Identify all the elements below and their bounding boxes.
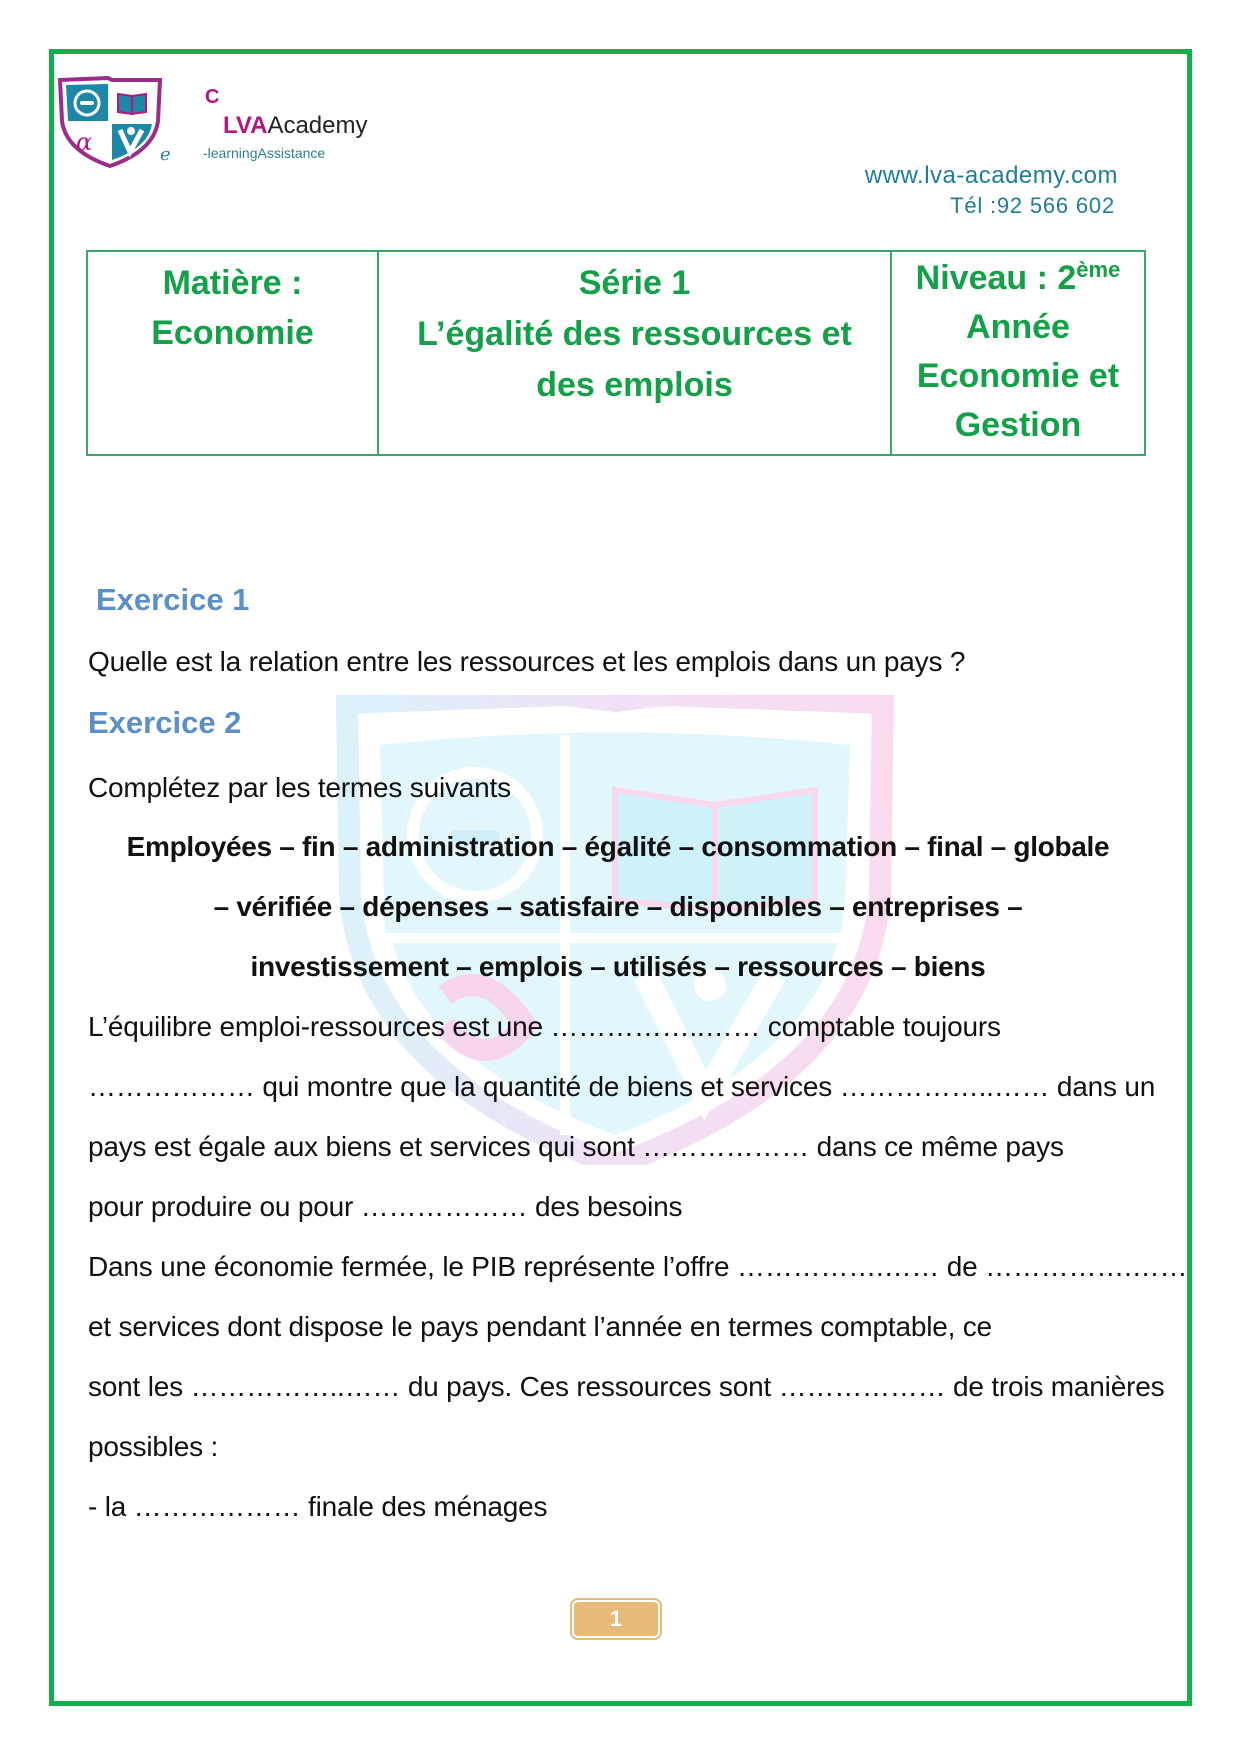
lva-academy-logo [56, 76, 164, 168]
text-line-8: possibles : [88, 1431, 219, 1462]
brand-name-highlight: LVA [223, 112, 268, 139]
subject-cell [88, 252, 379, 454]
exercise-2-instruction: Complétez par les termes suivants [88, 772, 511, 803]
website-link[interactable]: www.lva-academy.com [864, 162, 1118, 189]
brand-name [223, 112, 367, 140]
exercise-2-title: Exercice 2 [88, 705, 242, 740]
subject-value: Economie [151, 314, 314, 352]
svg-text:α: α [76, 128, 93, 156]
text-line-6: et services dont dispose le pays pendant l’année en termes comptable, ce [88, 1311, 992, 1342]
text-line-7: sont les ……………..…… du pays. Ces ressources sont ……………… de trois manières [88, 1371, 1165, 1402]
text-line-9: - la ……………… finale des ménages [88, 1491, 548, 1522]
page-number-badge: 1 [572, 1600, 660, 1638]
header-table [86, 250, 1146, 456]
terms-line-2: – vérifiée – dépenses – satisfaire – disponibles – entreprises – [213, 891, 1023, 922]
level-line-4: Gestion [954, 406, 1082, 444]
brand-name-rest: Academy [267, 112, 368, 139]
series-cell [379, 252, 892, 454]
series-title: Série 1 [578, 264, 691, 302]
exercise-1-question: Quelle est la relation entre les ressources et les emplois dans un pays ? [88, 646, 966, 677]
subject-label: Matière : [162, 264, 303, 302]
level-superscript: ème [1076, 257, 1121, 282]
brand-tagline: -learningAssistance [203, 145, 326, 161]
text-line-4: pour produire ou pour ……………… des besoins [88, 1191, 683, 1222]
terms-line-1: Employées – fin – administration – égalité – consommation – final – globale [126, 831, 1110, 862]
text-line-2: ……………… qui montre que la quantité de biens et services ……………..…… dans un [88, 1071, 1156, 1102]
series-subtitle-line-2: des emplois [536, 366, 733, 404]
phone-number: Tél :92 566 602 [950, 193, 1115, 218]
level-label-text: Niveau : 2 [915, 259, 1077, 297]
level-cell [892, 252, 1144, 454]
series-subtitle-line-1: L’égalité des ressources et [417, 315, 852, 353]
level-line-3: Economie et [916, 357, 1120, 395]
brand-mark-letter: C [205, 86, 220, 108]
text-line-5: Dans une économie fermée, le PIB représente l’offre …………….…… de …………….…… [88, 1251, 1188, 1282]
brand-e-letter: e [160, 144, 171, 165]
level-label [892, 254, 1144, 303]
text-line-1: L’équilibre emploi-ressources est une ……………..…… comptable toujours [88, 1011, 1001, 1042]
text-line-3: pays est égale aux biens et services qui sont ……………… dans ce même pays [88, 1131, 1064, 1162]
terms-line-3: investissement – emplois – utilisés – ressources – biens [250, 951, 986, 982]
level-line-2: Année [966, 308, 1070, 346]
exercise-1-title: Exercice 1 [96, 582, 250, 617]
